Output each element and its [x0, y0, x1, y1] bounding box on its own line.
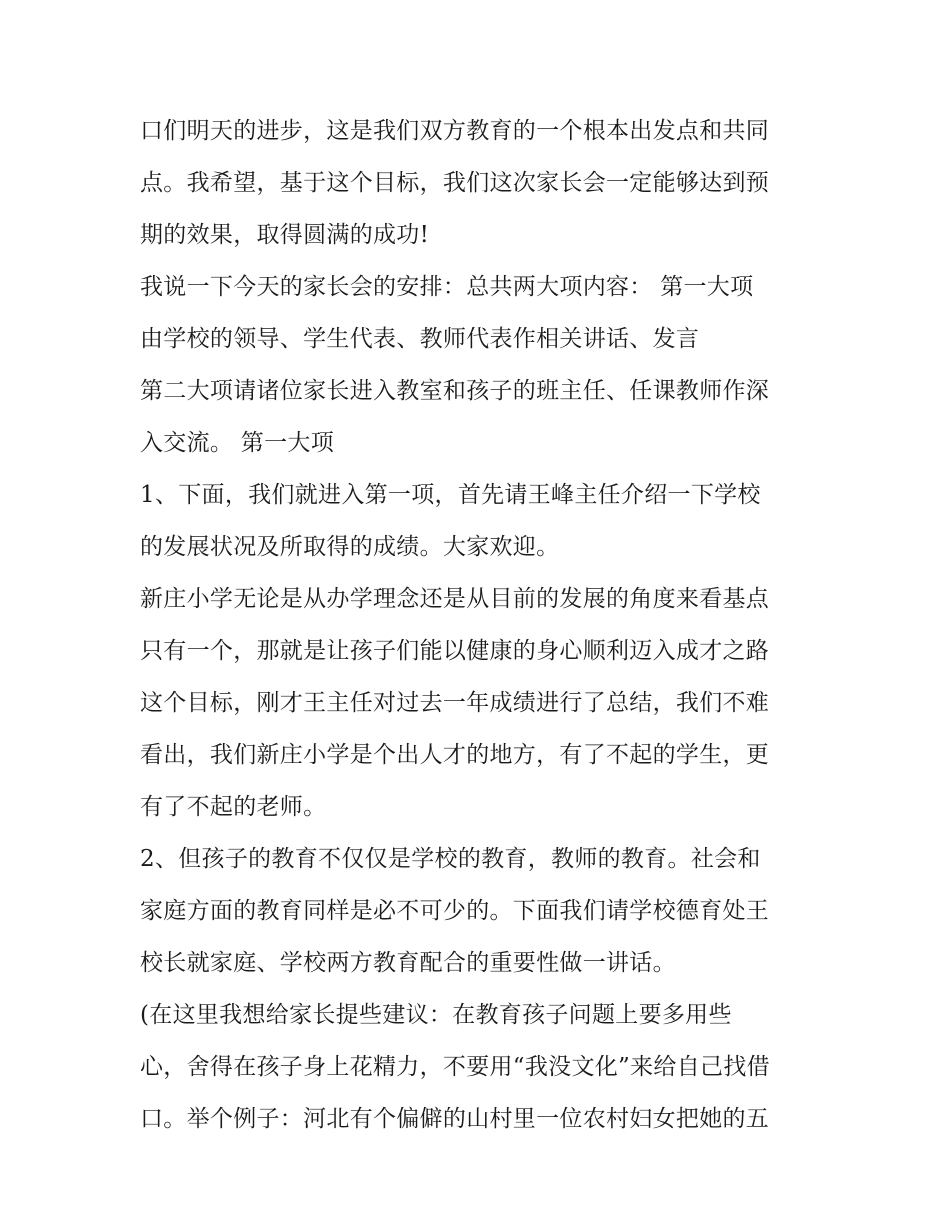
- text-line: 心，舍得在孩子身上花精力，不要用“我没文化”来给自己找借: [140, 1054, 770, 1080]
- text-line: 只有一个，那就是让孩子们能以健康的身心顺利迈入成才之路: [140, 638, 770, 664]
- text-line: 点。我希望，基于这个目标，我们这次家长会一定能够达到预: [140, 170, 770, 196]
- text-line: 的发展状况及所取得的成绩。大家欢迎。: [140, 534, 560, 560]
- text-line: 口们明天的进步，这是我们双方教育的一个根本出发点和共同: [140, 118, 770, 144]
- text-line: 这个目标，刚才王主任对过去一年成绩进行了总结，我们不难: [140, 690, 770, 716]
- text-line: 1、下面，我们就进入第一项，首先请王峰主任介绍一下学校: [140, 482, 761, 508]
- text-line: 2、但孩子的教育不仅仅是学校的教育，教师的教育。社会和: [140, 846, 761, 872]
- text-line: 第二大项请诸位家长进入教室和孩子的班主任、任课教师作深: [140, 378, 770, 404]
- document-body: [140, 105, 820, 1145]
- text-line: 我说一下今天的家长会的安排：总共两大项内容： 第一大项: [140, 274, 754, 300]
- text-line: 期的效果，取得圆满的成功!: [140, 222, 430, 248]
- text-line: 新庄小学无论是从办学理念还是从目前的发展的角度来看基点: [140, 586, 770, 612]
- text-line: 看出，我们新庄小学是个出人才的地方，有了不起的学生，更: [140, 742, 770, 768]
- text-line: 家庭方面的教育同样是必不可少的。下面我们请学校德育处王: [140, 898, 770, 924]
- text-line: 入交流。 第一大项: [140, 430, 335, 456]
- text-line: 校长就家庭、学校两方教育配合的重要性做一讲话。: [140, 950, 676, 976]
- text-line: 有了不起的老师。: [140, 794, 327, 820]
- text-line: 由学校的领导、学生代表、教师代表作相关讲话、发言: [140, 326, 700, 352]
- text-line: 口。举个例子：河北有个偏僻的山村里一位农村妇女把她的五: [140, 1106, 770, 1132]
- text-line: (在这里我想给家长提些建议：在教育孩子问题上要多用些: [140, 1002, 732, 1028]
